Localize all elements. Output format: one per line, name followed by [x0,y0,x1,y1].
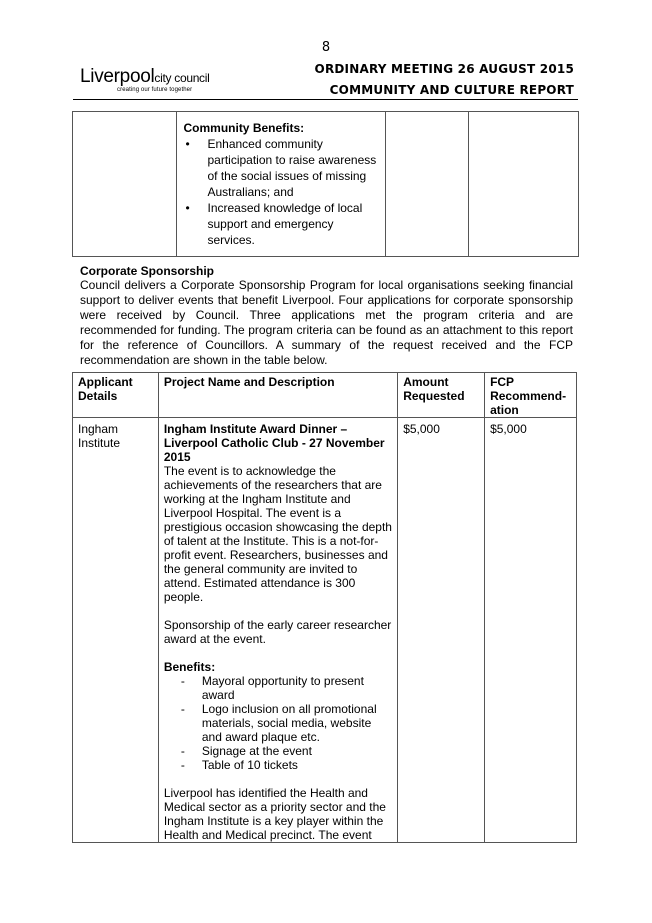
logo-tagline: creating our future together [117,87,193,93]
section-title: Corporate Sponsorship [80,264,215,278]
report-title: COMMUNITY AND CULTURE REPORT [329,83,574,97]
logo-suffix: city council [154,71,210,85]
logo-brand: Liverpool [80,66,155,87]
amount-cell: $5,000 [398,418,485,843]
closing-text: Liverpool has identified the Health and Medical sector as a priority sector and the Ingham Institute is a key player within the Health and Medical precinct. The event [163,786,386,842]
liverpool-logo [80,67,210,93]
page-number: 8 [321,40,331,55]
table-row [73,418,577,843]
sponsorship-text: Sponsorship of the early career researcher award at the event. [163,618,392,646]
list-item: - Table of 10 tickets [180,758,298,772]
fcp-cell: $5,000 [485,418,577,843]
continued-table [72,111,579,257]
table-header-row [73,373,577,418]
project-description: The event is to acknowledge the achievements of the researchers that are working at the Ingham Institute and Liverpool Hospital. The event is a prestigious occasion showcasing the depth of talent at the Institute. This is a not-for-profit event. Researchers, businesses and the general community are invited to attend. Estimated attendance is 300 people. [163,464,392,604]
list-item: - Mayoral opportunity to present award [180,674,364,702]
sponsorship-table [72,372,577,843]
list-item: - Signage at the event [180,744,312,758]
applicant-cell: Ingham Institute [73,418,159,843]
list-item: • Enhanced community participation to raise awareness of the social issues of missing Australians; and [185,137,377,199]
benefits-heading: Benefits: [163,660,216,674]
table-cell [385,112,468,257]
header-applicant: Applicant Details [73,373,159,418]
meeting-title: ORDINARY MEETING 26 AUGUST 2015 [314,62,574,76]
table-cell [73,112,177,257]
table-cell [177,112,385,257]
project-title: Ingham Institute Award Dinner – Liverpool Catholic Club - 27 November 2015 [163,422,385,464]
table-row [73,112,579,257]
header-fcp: FCP Recommend-ation [485,373,577,418]
list-item: - Logo inclusion on all promotional materials, social media, website and award plaque etc. [180,702,377,744]
table-cell [468,112,578,257]
section-body: Council delivers a Corporate Sponsorship Program for local organisations seeking financial support to deliver events that benefit Liverpool. Four applications for corporate sponsorship were received by Council. Three applications met the program criteria and are recommended for funding. The program criteria can be found as an attachment to this report for the reference of Councillors. A summary of the request received and the FCP recommendation are shown in the table below. [80,278,573,367]
header-amount: Amount Requested [398,373,485,418]
header-project: Project Name and Description [158,373,397,418]
community-benefits-heading: Community Benefits: [183,121,305,135]
list-item: • Increased knowledge of local support and emergency services. [185,201,363,247]
header-rule [73,99,578,100]
project-cell [158,418,397,843]
